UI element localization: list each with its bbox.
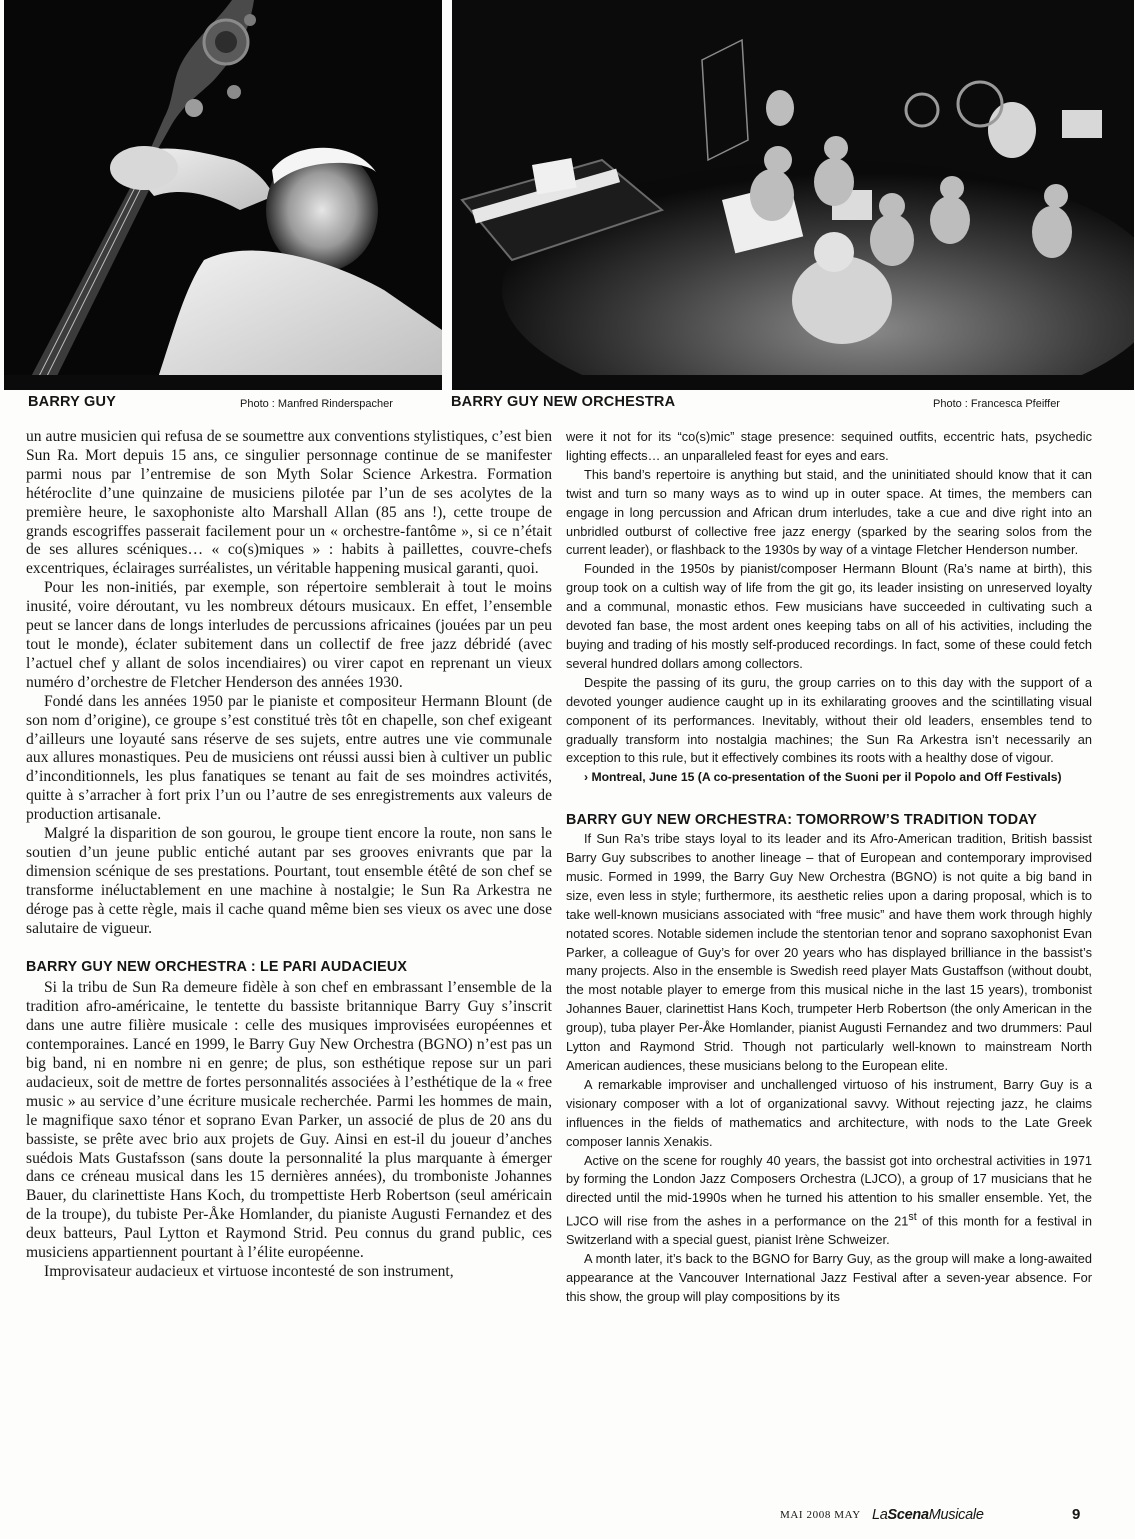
english-column <box>566 428 1092 1307</box>
magazine-name-musicale: Musicale <box>928 1507 984 1523</box>
english-paragraph-3: Founded in the 1950s by pianist/composer Hermann Blount (Ra’s name at birth), this group took on a cultish way of life from the git go, its leader insisting on unreserved loyalty and a communal, monastic ethos. Few musicians have succeeded in cultivating such a devoted fan base, the most ardent ones keeping tabs on all of his activities, including the buying and trading of his mostly self-produced recordings. In fact, some of these could fetch several hundred dollars among collectors. <box>566 561 1092 671</box>
french-paragraph-4: Malgré la disparition de son gourou, le groupe tient encore la route, non sans le soutien d’un jeune public entiché autant par ses grooves enivrants que par la dimension scénique de ses prestations. Pourtant, tout ensemble étêté de son chef se transforme inéluctablement en une machine à nostalgie; le Sun Ra Arkestra ne déroge pas à cette règle, mais il cache quand même bien ses vieux os avec une dose salutaire de vigueur. <box>26 825 552 937</box>
english-section-heading: BARRY GUY NEW ORCHESTRA: TOMORROW’S TRADITION TODAY <box>566 812 1038 829</box>
issue-date: MAI 2008 MAY <box>780 1509 861 1521</box>
ordinal-suffix: st <box>908 1211 917 1224</box>
french-paragraph-6: Improvisateur audacieux et virtuose incontesté de son instrument, <box>44 1262 454 1280</box>
english-paragraph-5: If Sun Ra’s tribe stays loyal to its leader and its Afro-American tradition, British bassist Barry Guy subscribes to another lineage – that of European and contemporary improvised music. Formed in 1999, the Barry Guy New Orchestra (BGNO) is not quite a big band in size, even less in style; furthermore, its aesthetic relies upon a daring proposal, which is to take well-known musicians associated with “free music” and have them work through highly notated scores. Notable sidemen include the stentorian tenor and soprano saxophonist Evan Parker, a colleague of Guy’s for over 20 years who has displayed brilliance in the bassist’s many projects. Also in the ensemble is Swedish reed player Mats Gustaffson (without doubt, the most notable player to emerge from this musical niche in the last 15 years), trombonist Johannes Bauer, clarinettist Hans Koch, trumpeter Herb Robertson (the only American in the group), tuba player Per-Åke Homlander, pianist Augusti Fernandez and two drummers: Paul Lytton and Raymond Strid. Though not particularly well-known to mainstream North American audiences, these musicians belong to the European elite. <box>566 831 1092 1073</box>
event-listing: › Montreal, June 15 (A co-presentation of the Suoni per il Popolo and Off Festivals) <box>584 770 1062 785</box>
orchestra-photo <box>452 0 1134 390</box>
english-paragraph-7-end: of this month for a festival in Switzerland with a special guest, pianist Irène Schweizer. <box>566 1213 1092 1248</box>
english-paragraph-1: were it not for its “co(s)mic” stage presence: sequined outfits, eccentric hats, psychedic lighting effects… an unparalleled feast for eyes and ears. <box>566 429 1092 463</box>
magazine-name-la: La <box>872 1507 888 1523</box>
bassist-image <box>4 0 442 390</box>
photo-credit-right: Photo : Francesca Pfeiffer <box>933 398 1060 410</box>
french-paragraph-3: Fondé dans les années 1950 par le pianiste et compositeur Hermann Blount (de son nom d’origine), ce groupe s’est constitué très tôt en chapelle, son chef exigeant d’ailleurs une loyauté sans réserve de ses sujets, entre autres une vie communale aux allures monastiques. Peu de musiciens ont réussi aussi bien à cultiver un public d’inconditionnels, les plus fanatiques se tenant au fait de ses moindres activités, quitte à s’arracher à fort prix l’un ou l’autre de ses enregistrements aux valeurs de production artisanale. <box>26 692 552 824</box>
french-paragraph-5: Si la tribu de Sun Ra demeure fidèle à son chef en embrassant l’ensemble de la tradition afro-américaine, le tentette du bassiste britannique Barry Guy s’inscrit dans une autre filière musicale : celle des musiques improvisées européennes et contemporaines. Lancé en 1999, le Barry Guy New Orchestra (BGNO) n’est pas un big band, ni en nombre ni en genre; de plus, son esthétique repose sur un pari audacieux, soit de mettre de fortes personnalités associées à l’esthétique de la « free music » au service d’une écriture musicale recherchée. Parmi les hommes de main, le magnifique saxo ténor et soprano Evan Parker, un associé de plus de 20 ans du bassiste, se prête avec brio aux projets de Guy. Ainsi en est-il du joueur d’anches suédois Mats Gustafsson (sans doute la personnalité la plus marquante à émerger dans ce créneau musical dans les 15 dernières années), du tromboniste Johannes Bauer, du clarinettiste Hans Koch, du trompettiste Herb Robertson (seul américain de la troupe), du tubiste Per-Åke Homlander, du pianiste Augusti Fernandez et des deux batteurs, Paul Lytton et Raymond Strid. Peu connus du grand public, ces musiciens appartiennent pourtant à l’élite européenne. <box>26 979 552 1262</box>
orchestra-image <box>452 0 1134 390</box>
barry-guy-photo <box>4 0 442 390</box>
french-column <box>26 428 552 1282</box>
magazine-name <box>872 1507 984 1523</box>
photo-credit-left: Photo : Manfred Rinderspacher <box>240 398 393 410</box>
english-paragraph-6: A remarkable improviser and unchallenged virtuoso of his instrument, Barry Guy is a visionary composer with a lot of organizational savvy. Without rejecting jazz, he claims influences in the fields of mathematics and architecture, with nods to the Late Greek composer Iannis Xenakis. <box>566 1076 1092 1149</box>
french-section-heading: BARRY GUY NEW ORCHESTRA : LE PARI AUDACIEUX <box>26 959 408 976</box>
french-paragraph-1: un autre musicien qui refusa de se soumettre aux conventions stylistiques, c’est bien Sun Ra. Mort depuis 15 ans, ce singulier personnage continue de se manifester parmi nous par l’entremise de son Myth Solar Science Arkestra. Formation hétéroclite d’une quinzaine de musiciens pilotée par l’un de ses acolytes de la première heure, le saxophoniste alto Marshall Allan (85 ans !), cette troupe de grands escogriffes passerait facilement pour un « orchestre-fantôme », si ce n’était de ses allures scéniques… « co(s)miques » : habits à paillettes, couvre-chefs excentriques, éclairages surréalistes, un véritable happening musical garanti, quoi. <box>26 428 552 578</box>
french-paragraph-2: Pour les non-initiés, par exemple, son répertoire semblerait à tout le moins inusité, voire déroutant, vu les nombreux détours musicaux. En effet, l’ensemble peut se lancer dans de longs interludes de percussions africaines (jouées par un peu tout le monde), éclater subitement dans un collectif de free jazz débridé (avec l’actuel chef y allant de solos incendiaires) ou virer capot en reprenant un vieux numéro d’orchestre de Fletcher Henderson des années 1930. <box>26 579 552 691</box>
english-paragraph-7 <box>566 1152 1092 1251</box>
magazine-name-scena: Scena <box>887 1507 929 1523</box>
english-paragraph-7-start: Active on the scene for roughly 40 years, the bassist got into orchestral activities in 1971 by forming the London Jazz Composers Orchestra (LJCO), a group of 17 musicians that he directed until the mid-1990s when he turned his attention to his smaller ensemble. Yet, the LJCO will rise from the ashes in a performance on the 21 <box>566 1152 1092 1229</box>
english-paragraph-8: A month later, it’s back to the BGNO for Barry Guy, as the group will make a long-awaited appearance at the Vancouver International Jazz Festival after a seven-year absence. For this show, the group will play compositions by its <box>566 1251 1092 1305</box>
english-paragraph-4: Despite the passing of its guru, the group carries on to this day with the support of a devoted younger audience caught up in its exhilarating grooves and the scintillating visual component of its performances. Inevitably, without their old leaders, ensembles tend to gradually transform into nostalgia machines; the Sun Ra Arkestra isn’t necessarily an exception to this rule, but it effectively combines its roots with a healthy dose of vigour. <box>566 674 1092 766</box>
page-number: 9 <box>1072 1506 1081 1523</box>
english-paragraph-2: This band’s repertoire is anything but staid, and the uninitiated should know that it can twist and turn so many ways as to wind up in outer space. At times, the members can engage in long percussion and African drum interludes, take a cue and dive right into an unbridled outburst of collective free jazz energy (sparked by the searing solos from the current leader), or flashback to the 1930s by way of a vintage Fletcher Henderson number. <box>566 466 1092 558</box>
photo-caption-orchestra: BARRY GUY NEW ORCHESTRA <box>451 394 676 410</box>
photo-caption-barry-guy: BARRY GUY <box>28 394 117 410</box>
page-footer <box>780 1507 1110 1527</box>
